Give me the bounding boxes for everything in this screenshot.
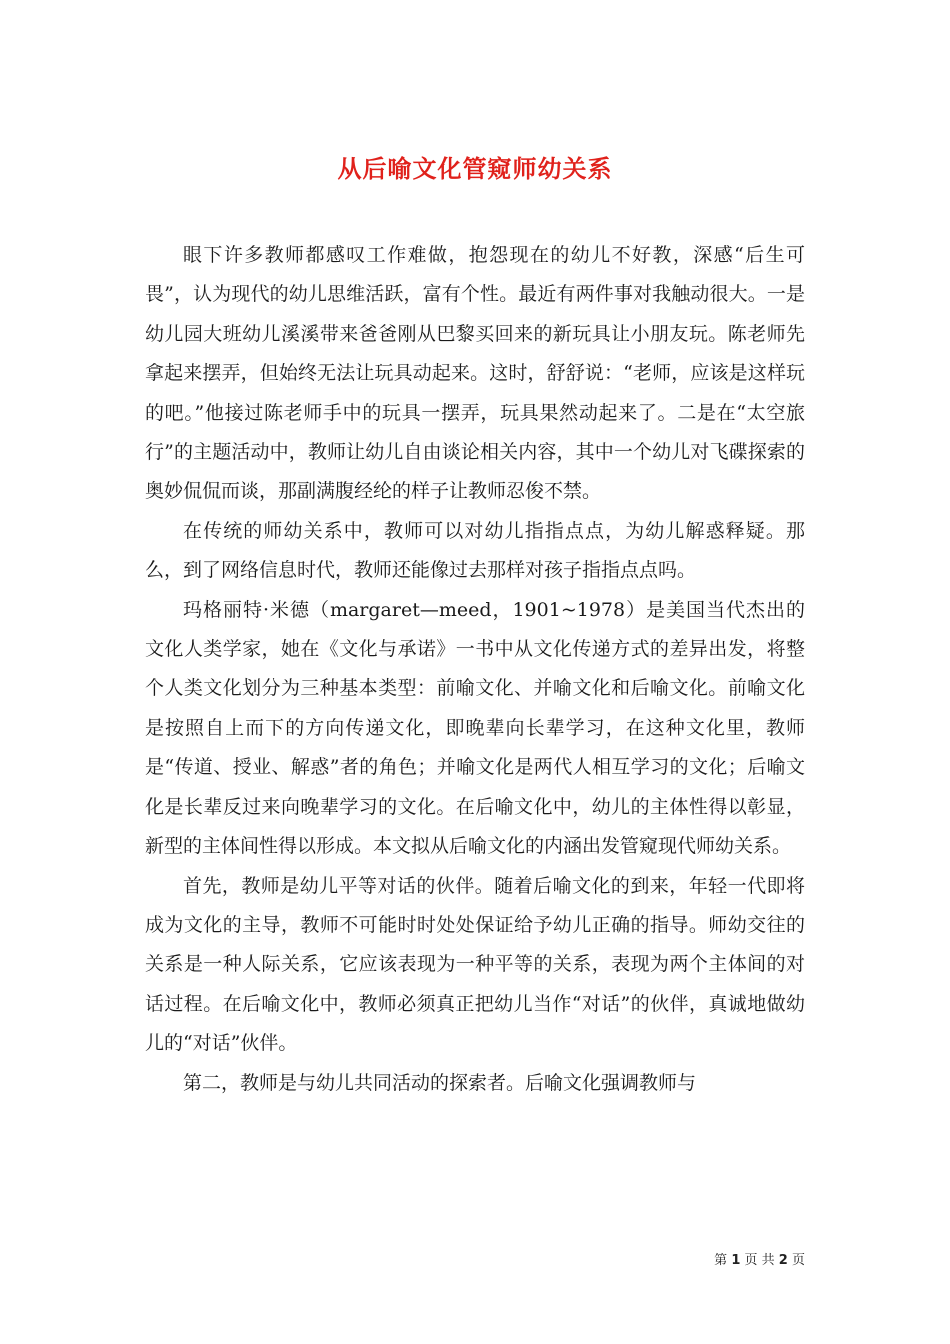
page-footer <box>714 1249 805 1268</box>
footer-current-page: 1 <box>731 1253 741 1268</box>
footer-suffix: 页 <box>791 1253 805 1268</box>
paragraph-4: 首先，教师是幼儿平等对话的伙伴。随着后喻文化的到来，年轻一代即将成为文化的主导，教师不可能时时处处保证给予幼儿正确的指导。师幼交往的关系是一种人际关系，它应该表现为一种平等的关系，表现为两个主体间的对话过程。在后喻文化中，教师必须真正把幼儿当作“对话”的伙伴，真诚地做幼儿的“对话”伙伴。 <box>145 874 805 1055</box>
paragraph-2: 在传统的师幼关系中，教师可以对幼儿指指点点，为幼儿解惑释疑。那么，到了网络信息时代，教师还能像过去那样对孩子指指点点吗。 <box>145 519 805 582</box>
footer-middle: 页 共 <box>744 1253 775 1268</box>
document-body <box>145 236 805 1103</box>
document-title: 从后喻文化管窥师幼关系 <box>337 154 613 184</box>
paragraph-5: 第二，教师是与幼儿共同活动的探索者。后喻文化强调教师与 <box>183 1071 697 1094</box>
footer-prefix: 第 <box>714 1253 728 1268</box>
footer-total-pages: 2 <box>778 1253 788 1268</box>
paragraph-1: 眼下许多教师都感叹工作难做，抱怨现在的幼儿不好教，深感“后生可畏”，认为现代的幼儿思维活跃，富有个性。最近有两件事对我触动很大。一是幼儿园大班幼儿溪溪带来爸爸刚从巴黎买回来的新玩具让小朋友玩。陈老师先拿起来摆弄，但始终无法让玩具动起来。这时，舒舒说：“老师，应该是这样玩的吧。”他接过陈老师手中的玩具一摆弄，玩具果然动起来了。二是在“太空旅行”的主题活动中，教师让幼儿自由谈论相关内容，其中一个幼儿对飞碟探索的奥妙侃侃而谈，那副满腹经纶的样子让教师忍俊不禁。 <box>145 244 805 503</box>
paragraph-3: 玛格丽特·米德（margaret—meed，1901~1978）是美国当代杰出的文化人类学家，她在《文化与承诺》一书中从文化传递方式的差异出发，将整个人类文化划分为三种基本类型：前喻文化、并喻文化和后喻文化。前喻文化是按照自上而下的方向传递文化，即晚辈向长辈学习，在这种文化里，教师是“传道、授业、解惑”者的角色；并喻文化是两代人相互学习的文化；后喻文化是长辈反过来向晚辈学习的文化。在后喻文化中，幼儿的主体性得以彰显，新型的主体间性得以形成。本文拟从后喻文化的内涵出发管窥现代师幼关系。 <box>145 598 805 858</box>
